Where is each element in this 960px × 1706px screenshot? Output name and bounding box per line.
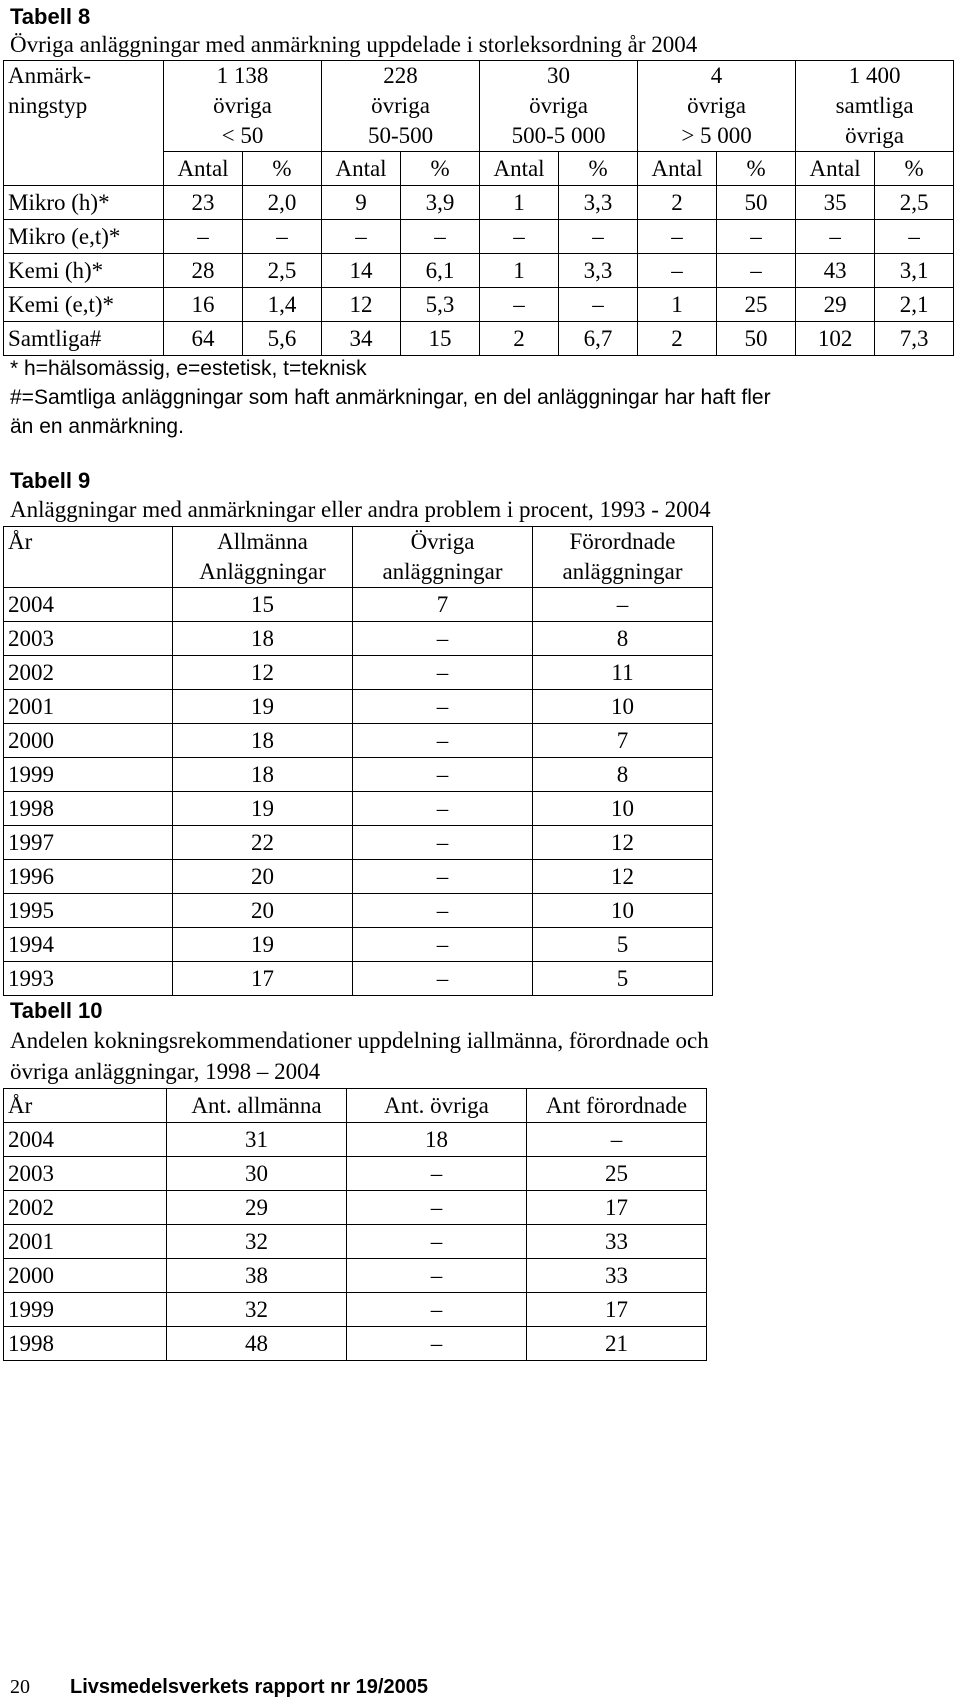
table-cell: 12 <box>173 656 353 690</box>
table10-row <box>4 1327 707 1361</box>
table8-row <box>4 288 954 322</box>
table-cell: – <box>353 894 533 928</box>
table-cell: 2000 <box>4 1259 167 1293</box>
table-cell: – <box>559 288 638 322</box>
table8-subheader: Antal <box>164 152 243 186</box>
table-cell: 29 <box>167 1191 347 1225</box>
table-cell: 2 <box>480 322 559 356</box>
report-name: Livsmedelsverkets rapport nr 19/2005 <box>70 1676 428 1698</box>
table-cell: 12 <box>322 288 401 322</box>
table8-row <box>4 254 954 288</box>
table-cell: Kemi (h)* <box>4 254 164 288</box>
table-cell: – <box>353 860 533 894</box>
table-cell: 2,0 <box>243 186 322 220</box>
table-cell: 1 <box>480 254 559 288</box>
table-cell: 12 <box>533 860 713 894</box>
table10-header-row <box>4 1089 707 1123</box>
table-cell: 18 <box>173 758 353 792</box>
table-cell: 48 <box>167 1327 347 1361</box>
table-cell: 1995 <box>4 894 173 928</box>
table-cell: – <box>353 928 533 962</box>
table-cell: – <box>480 288 559 322</box>
table-cell: – <box>347 1157 527 1191</box>
table-cell: 21 <box>527 1327 707 1361</box>
table-cell: 19 <box>173 792 353 826</box>
table-cell: 64 <box>164 322 243 356</box>
table9-row <box>4 894 713 928</box>
table9-row <box>4 724 713 758</box>
table-cell: – <box>322 220 401 254</box>
table9-header: Allmänna Anläggningar <box>173 527 353 588</box>
table-cell: 3,1 <box>875 254 954 288</box>
table8-group-header: 1 400 samtliga övriga <box>796 61 954 152</box>
table-cell: 2 <box>638 322 717 356</box>
table-cell: 23 <box>164 186 243 220</box>
table-cell: – <box>164 220 243 254</box>
table-cell: 1998 <box>4 792 173 826</box>
table8-subheader: % <box>243 152 322 186</box>
table-cell: 2001 <box>4 1225 167 1259</box>
table-cell: 20 <box>173 894 353 928</box>
table-cell: 2000 <box>4 724 173 758</box>
table-cell: 2004 <box>4 588 173 622</box>
table-cell: – <box>353 758 533 792</box>
table-cell: – <box>353 622 533 656</box>
table8-row <box>4 186 954 220</box>
table-cell: 5 <box>533 962 713 996</box>
table-cell: 20 <box>173 860 353 894</box>
table-cell: 7 <box>353 588 533 622</box>
table-cell: 1999 <box>4 1293 167 1327</box>
table8-col0-header: Anmärk- ningstyp <box>4 61 164 186</box>
table9-row <box>4 622 713 656</box>
table-cell: 1993 <box>4 962 173 996</box>
table-cell: 2002 <box>4 1191 167 1225</box>
table8-subheader: % <box>559 152 638 186</box>
table9-header: Förordnade anläggningar <box>533 527 713 588</box>
table-cell: 10 <box>533 792 713 826</box>
table-cell: – <box>875 220 954 254</box>
table-cell: 17 <box>527 1191 707 1225</box>
table-cell: 3,3 <box>559 186 638 220</box>
table-cell: 31 <box>167 1123 347 1157</box>
table-cell: 18 <box>347 1123 527 1157</box>
table-cell: – <box>347 1259 527 1293</box>
table-cell: 50 <box>717 186 796 220</box>
table-cell: Mikro (e,t)* <box>4 220 164 254</box>
table-cell: 1998 <box>4 1327 167 1361</box>
table-cell: 19 <box>173 690 353 724</box>
table10-header: Ant. allmänna <box>167 1089 347 1123</box>
table9 <box>3 526 713 996</box>
table-cell: 30 <box>167 1157 347 1191</box>
table9-row <box>4 656 713 690</box>
table-cell: 17 <box>527 1293 707 1327</box>
table-cell: 1997 <box>4 826 173 860</box>
table-cell: – <box>347 1225 527 1259</box>
table9-row <box>4 588 713 622</box>
table9-row <box>4 758 713 792</box>
table-cell: 5,6 <box>243 322 322 356</box>
table9-row <box>4 928 713 962</box>
table8-note-1: * h=hälsomässig, e=estetisk, t=teknisk <box>10 357 367 380</box>
table9-header-year: År <box>4 527 173 588</box>
table-cell: – <box>353 962 533 996</box>
table10 <box>3 1088 707 1361</box>
table8-row <box>4 322 954 356</box>
table-cell: 1 <box>480 186 559 220</box>
table-cell: 18 <box>173 724 353 758</box>
table-cell: Kemi (e,t)* <box>4 288 164 322</box>
table-cell: 2 <box>638 186 717 220</box>
table-cell: – <box>527 1123 707 1157</box>
table-cell: 29 <box>796 288 875 322</box>
table-cell: – <box>353 724 533 758</box>
table-cell: 2,5 <box>243 254 322 288</box>
table10-header-year: År <box>4 1089 167 1123</box>
table-cell: Mikro (h)* <box>4 186 164 220</box>
table-cell: 2001 <box>4 690 173 724</box>
table-cell: 2002 <box>4 656 173 690</box>
table-cell: 3,9 <box>401 186 480 220</box>
table-cell: 34 <box>322 322 401 356</box>
table8-note-3: än en anmärkning. <box>10 415 184 438</box>
table-cell: 1999 <box>4 758 173 792</box>
table10-subtitle-2: övriga anläggningar, 1998 – 2004 <box>10 1059 321 1084</box>
table-cell: 38 <box>167 1259 347 1293</box>
table-cell: 10 <box>533 690 713 724</box>
table-cell: 6,1 <box>401 254 480 288</box>
table-cell: – <box>717 254 796 288</box>
table8-subheader: Antal <box>638 152 717 186</box>
table-cell: – <box>533 588 713 622</box>
table-cell: 43 <box>796 254 875 288</box>
table8-group-header: 1 138 övriga < 50 <box>164 61 322 152</box>
table-cell: 10 <box>533 894 713 928</box>
table-cell: 5,3 <box>401 288 480 322</box>
table-cell: – <box>717 220 796 254</box>
table-cell: – <box>559 220 638 254</box>
table10-header: Ant förordnade <box>527 1089 707 1123</box>
table8-subtitle: Övriga anläggningar med anmärkning uppdelade i storleksordning år 2004 <box>10 32 698 57</box>
table10-subtitle-1: Andelen kokningsrekommendationer uppdelning iallmänna, förordnade och <box>10 1028 709 1053</box>
table-cell: 2003 <box>4 622 173 656</box>
table-cell: 1994 <box>4 928 173 962</box>
table-cell: 32 <box>167 1225 347 1259</box>
table10-row <box>4 1191 707 1225</box>
table9-header-row <box>4 527 713 588</box>
table-cell: 25 <box>717 288 796 322</box>
table-cell: 6,7 <box>559 322 638 356</box>
table9-row <box>4 962 713 996</box>
table-cell: – <box>638 220 717 254</box>
table-cell: – <box>796 220 875 254</box>
table-cell: 5 <box>533 928 713 962</box>
table-cell: 19 <box>173 928 353 962</box>
table-cell: – <box>353 656 533 690</box>
table-cell: 50 <box>717 322 796 356</box>
table-cell: 33 <box>527 1259 707 1293</box>
table-cell: – <box>353 826 533 860</box>
table-cell: 7 <box>533 724 713 758</box>
table-cell: 1,4 <box>243 288 322 322</box>
table-cell: 15 <box>173 588 353 622</box>
table-cell: 3,3 <box>559 254 638 288</box>
table-cell: 1996 <box>4 860 173 894</box>
table-cell: – <box>347 1191 527 1225</box>
table-cell: 1 <box>638 288 717 322</box>
table8-note-2: #=Samtliga anläggningar som haft anmärkningar, en del anläggningar har haft fler <box>10 386 771 409</box>
table-cell: – <box>243 220 322 254</box>
table10-row <box>4 1225 707 1259</box>
page-footer <box>10 1676 428 1699</box>
table-cell: 18 <box>173 622 353 656</box>
table-cell: – <box>353 690 533 724</box>
table-cell: – <box>347 1327 527 1361</box>
table-cell: 2,5 <box>875 186 954 220</box>
table8-subheader: Antal <box>480 152 559 186</box>
table9-row <box>4 690 713 724</box>
table-cell: – <box>638 254 717 288</box>
table-cell: 8 <box>533 622 713 656</box>
table8-header-row <box>4 61 954 152</box>
table-cell: – <box>480 220 559 254</box>
table-cell: 14 <box>322 254 401 288</box>
page-number: 20 <box>10 1676 30 1698</box>
table-cell: 2,1 <box>875 288 954 322</box>
table8-group-header: 228 övriga 50-500 <box>322 61 480 152</box>
table-cell: 17 <box>173 962 353 996</box>
table9-header: Övriga anläggningar <box>353 527 533 588</box>
table-cell: – <box>347 1293 527 1327</box>
table-cell: 102 <box>796 322 875 356</box>
table-cell: 33 <box>527 1225 707 1259</box>
table10-row <box>4 1293 707 1327</box>
table-cell: – <box>401 220 480 254</box>
table9-subtitle: Anläggningar med anmärkningar eller andra problem i procent, 1993 - 2004 <box>10 497 711 522</box>
table-cell: 15 <box>401 322 480 356</box>
table-cell: 2003 <box>4 1157 167 1191</box>
table8-subheader: % <box>875 152 954 186</box>
table-cell: 2004 <box>4 1123 167 1157</box>
table9-row <box>4 826 713 860</box>
table9-row <box>4 792 713 826</box>
table9-title: Tabell 9 <box>10 468 91 493</box>
table10-title: Tabell 10 <box>10 998 103 1023</box>
table10-row <box>4 1259 707 1293</box>
table-cell: 12 <box>533 826 713 860</box>
table8-subheader: Antal <box>796 152 875 186</box>
table8 <box>3 60 954 356</box>
table10-row <box>4 1123 707 1157</box>
table-cell: 7,3 <box>875 322 954 356</box>
table-cell: 22 <box>173 826 353 860</box>
table-cell: 35 <box>796 186 875 220</box>
table8-group-header: 4 övriga > 5 000 <box>638 61 796 152</box>
table10-row <box>4 1157 707 1191</box>
table8-subheader: % <box>401 152 480 186</box>
table-cell: 28 <box>164 254 243 288</box>
table-cell: 25 <box>527 1157 707 1191</box>
table-cell: 8 <box>533 758 713 792</box>
table8-title: Tabell 8 <box>10 4 91 29</box>
table8-row <box>4 220 954 254</box>
table-cell: Samtliga# <box>4 322 164 356</box>
table10-header: Ant. övriga <box>347 1089 527 1123</box>
table8-subheader: % <box>717 152 796 186</box>
table8-group-header: 30 övriga 500-5 000 <box>480 61 638 152</box>
table-cell: 16 <box>164 288 243 322</box>
table-cell: 32 <box>167 1293 347 1327</box>
table-cell: 9 <box>322 186 401 220</box>
table-cell: 11 <box>533 656 713 690</box>
table-cell: – <box>353 792 533 826</box>
table9-row <box>4 860 713 894</box>
table8-subheader: Antal <box>322 152 401 186</box>
